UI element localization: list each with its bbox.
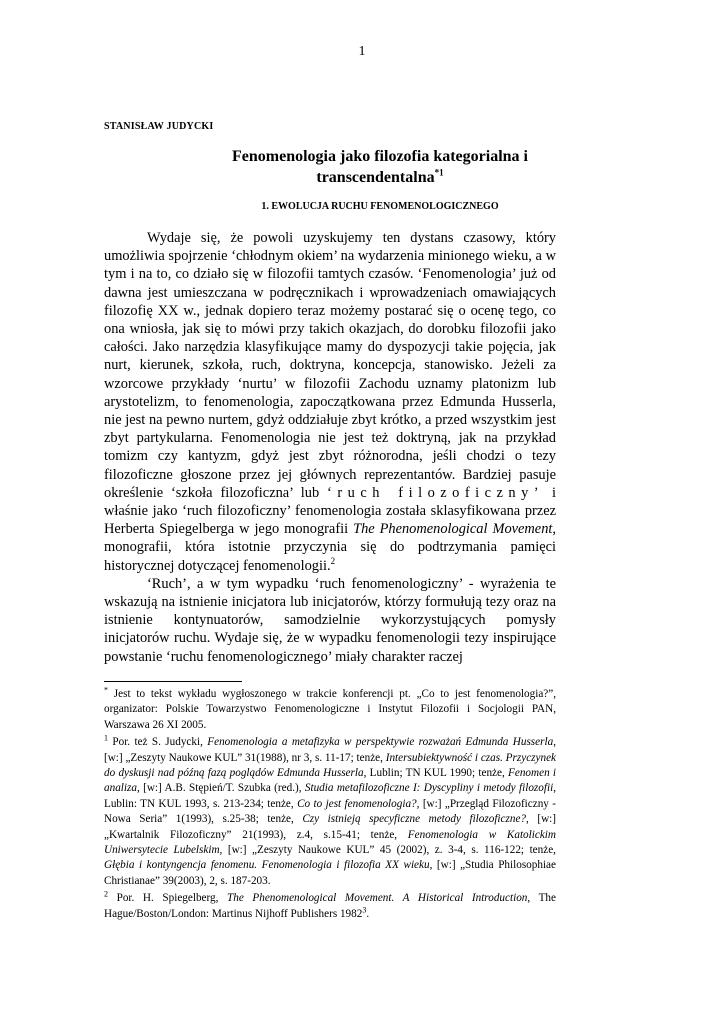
page-number: 1 (358, 44, 366, 59)
footnote-1-work-title: Fenomenologia w Katolickim Uniwersytecie Lubelskim (104, 828, 556, 857)
book-title: The Phenomenological Movement (353, 521, 553, 538)
footnote-star-text: Jest to tekst wykładu wygłoszonego w trakcie konferencji pt. „Co to jest fenomenologia?”, organizator: Polskie Towarzystwo Fenomenologiczne i Instytut Filozofii i Socjologii PAN, Warszawa 26 XI 2005. (104, 688, 557, 731)
footnote-1-work-title: Co to jest fenomenologia? (297, 797, 417, 810)
footnote-1-text: , [w:] A.B. Stępień/T. Szubka (red.), (136, 782, 305, 795)
footnote-2-text: Por. H. Spiegelberg, (108, 892, 228, 905)
title-footnote-marker[interactable]: *1 (434, 167, 444, 178)
footnote-ref-2[interactable]: 2 (330, 555, 336, 566)
footnote-1-text: , Lublin: TN KUL 1993, s. 213-234; tenże, (104, 782, 556, 810)
paragraph-1-part-1: Wydaje się, że powoli uzyskujemy ten dystans czasowy, który umożliwia spojrzenie ‘chłodnym okiem’ na wydarzenia minionego wieku, a w tym i na to, co działo się w filozofii tamtych czasów. ‘Fenomenologia’ już od dawna jest umieszczana w podręcznikach i wprowadzeniach omawiających filozofię XX w., jednak dopiero teraz możemy postarać się o ocenę tego, co ona wniosła, jak się to mówi przy takich okazjach, do dorobku filozofii jako całości. Jako narzędzia klasyfikujące mamy do dyspozycji takie pojęcia, jak nurt, kierunek, szkoła, ruch, doktryna, koncepcja, stanowisko. Jeżeli za wzorcowe przykłady ‘nurtu’ w filozofii Zachodu uznamy platonizm lub arystotelizm, to fenomenologia, zapoczątkowana przez Edmunda Husserla, nie jest na pewno nurtem, gdyż oddziałuje zbyt krótko, a przed wszystkim jest zbyt partykularna. Fenomenologia nie jest też doktryną, jak na przykład tomizm czy kantyzm, gdyż jest zbyt różnorodna, jeśli chodzi o tezy filozoficzne głoszone przez jej głównych reprezentantów. Bardziej pasuje określenie ‘szkoła filozoficzna’ lub (104, 230, 556, 501)
footnote-1-text: , [w:] „Przegląd Filozoficzny - Nowa Seria” 1(1993), s.25-38; tenże, (104, 797, 557, 826)
paragraph-1-part-2: i właśnie jako ‘ruch filozoficzny’ fenomenologia została sklasyfikowana przez Herberta Spiegelberga w jego monografii (104, 484, 556, 538)
section-heading: 1. EWOLUCJA RUCHU FENOMENOLOGICZNEGO (261, 201, 499, 212)
footnote-1-text: , Lublin; TN KUL 1990; tenże, (363, 767, 509, 780)
spaced-emphasis: ‘ruch filozoficzny’ (327, 484, 545, 501)
footnote-1 (104, 735, 556, 889)
footnote-1-text: , [w:] „Zeszyty Naukowe KUL” 45 (2002), z. 3-4, s. 116-122; tenże, (219, 844, 556, 857)
footnote-1-text: , [w:] „Kwartalnik Filozoficzny” 21(1993), z.4, s.15-41; tenże, (104, 813, 556, 841)
footnote-star (104, 687, 556, 733)
footnote-1-marker: 1 (104, 733, 108, 743)
footnotes (104, 687, 556, 924)
footnote-2 (104, 891, 556, 922)
footnote-2-edition: 3 (362, 904, 367, 914)
title-line-2: transcendentalna (316, 169, 435, 186)
paragraph-1-part-3: , monografii, która istotnie przyczynia się do podtrzymania pamięci historycznej dotyczącej fenomenologii. (104, 521, 556, 574)
footnote-separator (104, 681, 242, 682)
paper-title (104, 146, 656, 188)
footnote-2-marker: 2 (104, 889, 108, 899)
footnote-1-text: , [w:] „Zeszyty Naukowe KUL” 31(1988), nr 3, s. 11-17; tenże, (104, 736, 556, 764)
footnote-2-text: , The Hague/Boston/London: Martinus Nijhoff Publishers 1982 (104, 892, 556, 920)
footnote-1-work-title: Fenomen i analiza (104, 767, 557, 795)
footnote-1-text: Por. też S. Judycki, (108, 736, 208, 749)
footnote-2-work-title: The Phenomenological Movement. A Historical Introduction (227, 892, 528, 905)
footnote-1-work-title: Fenomenologia a metafizyka w perspektywie rozważań Edmunda Husserla (207, 736, 554, 749)
paragraph-2: ‘Ruch’, a w tym wypadku ‘ruch fenomenologiczny’ - wyrażenia te wskazują na istnienie inicjatora lub inicjatorów, którzy formułują tezy oraz na istnienie kontynuatorów, samodzielnie wykorzystujących pomysły inicjatorów ruchu. Wydaje się, że w wypadku fenomenologii tezy inspirujące powstanie ‘ruchu fenomenologicznego’ miały charakter raczej (104, 575, 556, 665)
paragraph-1 (104, 229, 556, 575)
footnote-1-work-title: Studia metafilozoficzne I: Dyscypliny i metody filozofii (304, 782, 554, 795)
footnote-2-text: . (366, 907, 370, 920)
body-text (104, 229, 556, 666)
footnote-1-work-title: Czy istnieją specyficzne metody filozoficzne? (302, 813, 527, 826)
footnote-1-work-title: Intersubiektywność i czas. Przyczynek do dyskusji nad późną fazą poglądów Edmunda Husserla (104, 751, 556, 780)
footnote-1-text: , [w:] „Studia Philosophiae Christianae” 39(2003), 2, s. 187-203. (104, 859, 556, 887)
footnote-star-marker: * (104, 685, 108, 695)
footnote-1-work-title: Głębia i kontyngencja fenomenu. Fenomenologia i filozofia XX wieku (104, 859, 430, 872)
author-name: STANISŁAW JUDYCKI (104, 121, 214, 132)
title-line-1: Fenomenologia jako filozofia kategorialna i (232, 148, 528, 165)
